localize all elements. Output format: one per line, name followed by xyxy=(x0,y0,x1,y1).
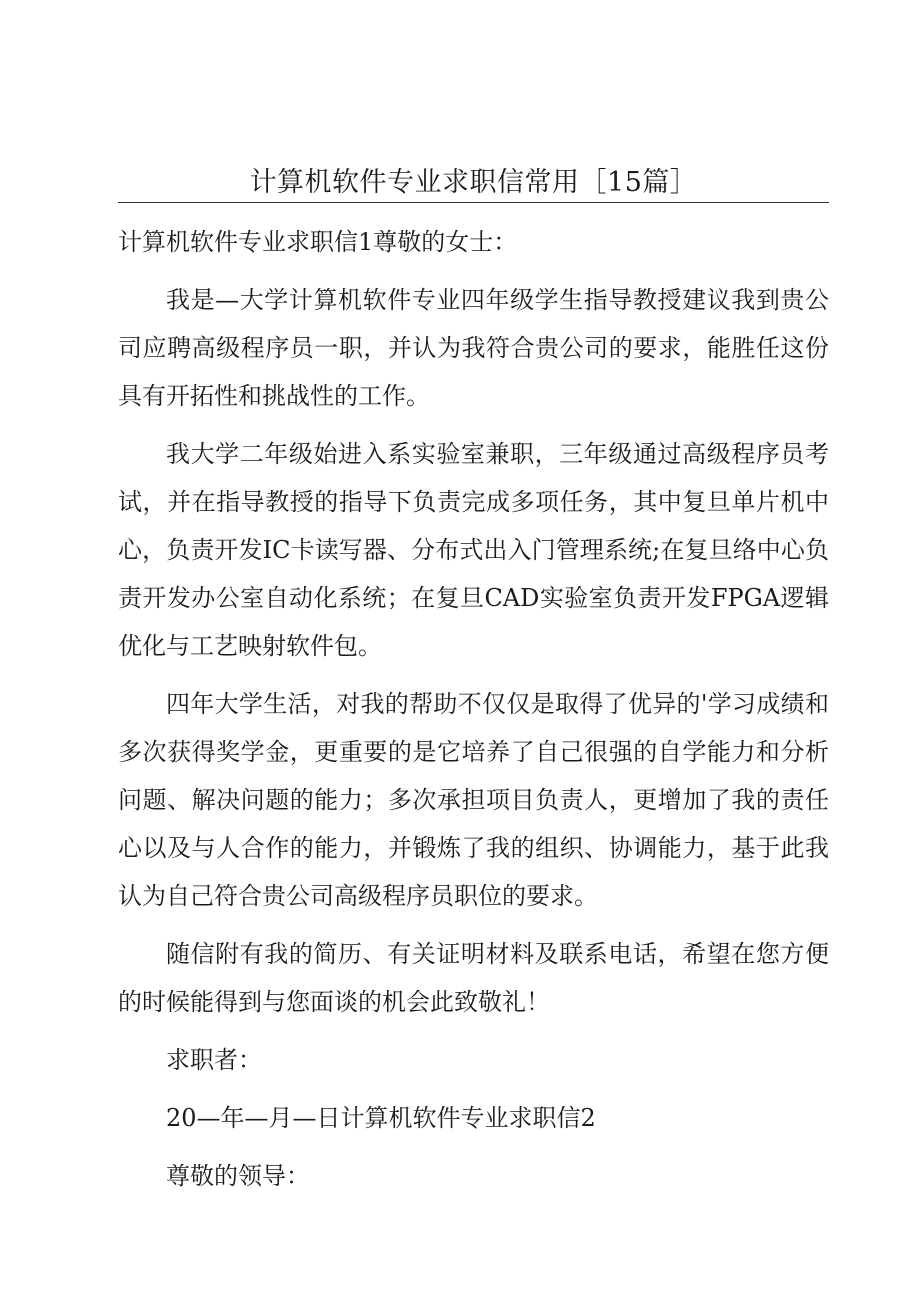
salutation-paragraph: 尊敬的领导： xyxy=(166,1162,310,1190)
body-paragraph: 四年大学生活，对我的帮助不仅仅是取得了优异的'学习成绩和多次获得奖学金，更重要的是它培养了自己很强的自学能力和分析问题、解决问题的能力；多次承担项目负责人，更增加了我的责任心以及与人合作的能力，并锻炼了我的组织、协调能力，基于此我认为自己符合贵公司高级程序员职位的要求。 xyxy=(118,690,829,910)
body-paragraph: 我是—大学计算机软件专业四年级学生指导教授建议我到贵公司应聘高级程序员一职，并认为我符合贵公司的要求，能胜任这份具有开拓性和挑战性的工作。 xyxy=(118,286,829,410)
document-body xyxy=(118,218,829,1210)
date-line: 20—年—月—日计算机软件专业求职信2 xyxy=(166,1104,596,1132)
body-paragraph: 我大学二年级始进入系实验室兼职，三年级通过高级程序员考试，并在指导教授的指导下负责完成多项任务，其中复旦单片机中心，负责开发IC卡读写器、分布式出入门管理系统;在复旦络中心负责开发办公室自动化系统；在复旦CAD实验室负责开发FPGA逻辑优化与工艺映射软件包。 xyxy=(118,440,829,660)
body-paragraph: 随信附有我的简历、有关证明材料及联系电话，希望在您方便的时候能得到与您面谈的机会此致敬礼！ xyxy=(118,940,829,1016)
signature-line: 求职者： xyxy=(166,1046,262,1074)
salutation-paragraph: 计算机软件专业求职信1尊敬的女士： xyxy=(118,228,518,256)
document-title: 计算机软件专业求职信常用［15篇］ xyxy=(249,167,698,198)
title-divider xyxy=(118,202,829,203)
